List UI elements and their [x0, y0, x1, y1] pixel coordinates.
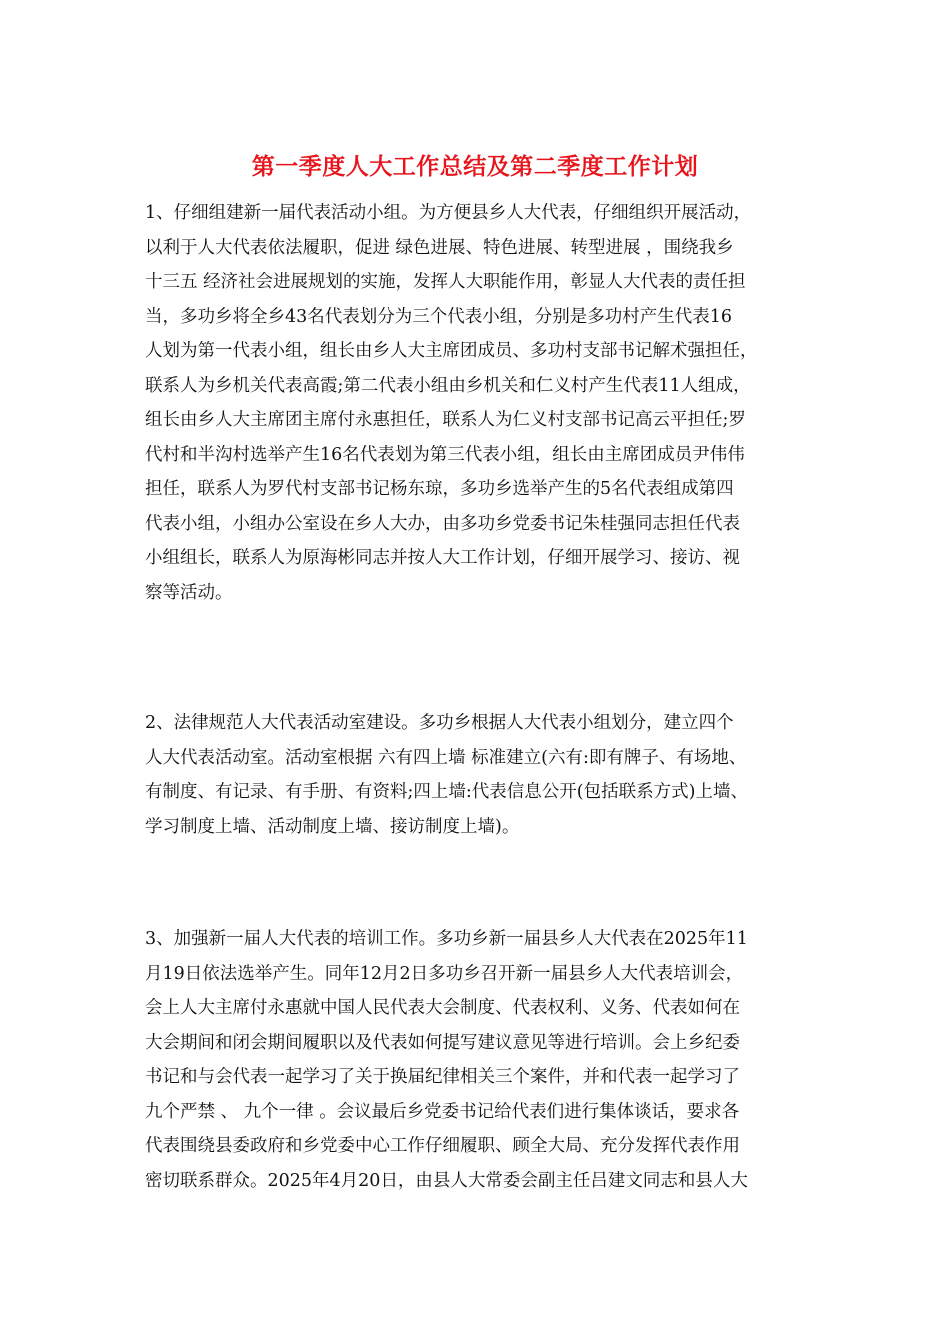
paragraph-line: 学习制度上墙、活动制度上墙、接访制度上墙)。 [145, 816, 520, 837]
paragraph-line: 联系人为乡机关代表高霞;第二代表小组由乡机关和仁义村产生代表11人组成， [145, 375, 751, 396]
paragraph-1 [145, 196, 810, 610]
paragraph-line: 代表围绕县委政府和乡党委中心工作仔细履职、顾全大局、充分发挥代表作用 [145, 1136, 740, 1156]
paragraph-line: 有制度、有记录、有手册、有资料;四上墙:代表信息公开(包括联系方式)上墙、 [145, 782, 748, 802]
paragraph-line: 3、加强新一届人大代表的培训工作。多功乡新一届县乡人大代表在2025年11 [145, 929, 748, 949]
paragraph-line: 1、仔细组建新一届代表活动小组。为方便县乡人大代表，仔细组织开展活动， [145, 203, 752, 223]
paragraph-line: 代村和半沟村选举产生16名代表划为第三代表小组，组长由主席团成员尹伟伟 [145, 444, 745, 465]
paragraph-line: 密切联系群众。2025年4月20日，由县人大常委会副主任吕建文同志和县人大 [145, 1170, 748, 1191]
paragraph-line: 以利于人大代表依法履职，促进 绿色进展、特色进展、转型进展 ，围绕我乡 [145, 237, 734, 258]
paragraph-3 [145, 922, 810, 1198]
paragraph-line: 月19日依法选举产生。同年12月2日多功乡召开新一届县乡人大代表培训会， [145, 963, 744, 984]
paragraph-line: 组长由乡人大主席团主席付永惠担任，联系人为仁义村支部书记高云平担任;罗 [145, 410, 746, 430]
paragraph-line: 会上人大主席付永惠就中国人民代表大会制度、代表权利、义务、代表如何在 [145, 998, 740, 1018]
paragraph-line: 九个严禁 、 九个一律 。会议最后乡党委书记给代表们进行集体谈话，要求各 [145, 1101, 740, 1122]
paragraph-line: 察等活动。 [145, 582, 233, 603]
paragraph-line: 大会期间和闭会期间履职以及代表如何提写建议意见等进行培训。会上乡纪委 [145, 1032, 740, 1053]
paragraph-line: 担任，联系人为罗代村支部书记杨东琼，多功乡选举产生的5名代表组成第四 [145, 479, 734, 499]
paragraph-line: 人划为第一代表小组，组长由乡人大主席团成员、多功村支部书记解术强担任， [145, 341, 758, 361]
paragraph-line: 小组组长，联系人为原海彬同志并按人大工作计划，仔细开展学习、接访、视 [145, 548, 740, 568]
paragraph-line: 2、法律规范人大代表活动室建设。多功乡根据人大代表小组划分，建立四个 [145, 713, 734, 733]
paragraph-line: 人大代表活动室。活动室根据 六有四上墙 标准建立(六有:即有牌子、有场地、 [145, 747, 747, 768]
paragraph-2 [145, 706, 810, 844]
paragraph-line: 书记和与会代表一起学习了关于换届纪律相关三个案件，并和代表一起学习了 [145, 1067, 740, 1087]
paragraph-line: 十三五 经济社会进展规划的实施，发挥人大职能作用，彰显人大代表的责任担 [145, 272, 746, 292]
paragraph-line: 当，多功乡将全乡43名代表划分为三个代表小组，分别是多功村产生代表16 [145, 306, 733, 327]
document-title: 第一季度人大工作总结及第二季度工作计划 [251, 154, 699, 180]
paragraph-line: 代表小组，小组办公室设在乡人大办，由多功乡党委书记朱桂强同志担任代表 [145, 513, 740, 534]
